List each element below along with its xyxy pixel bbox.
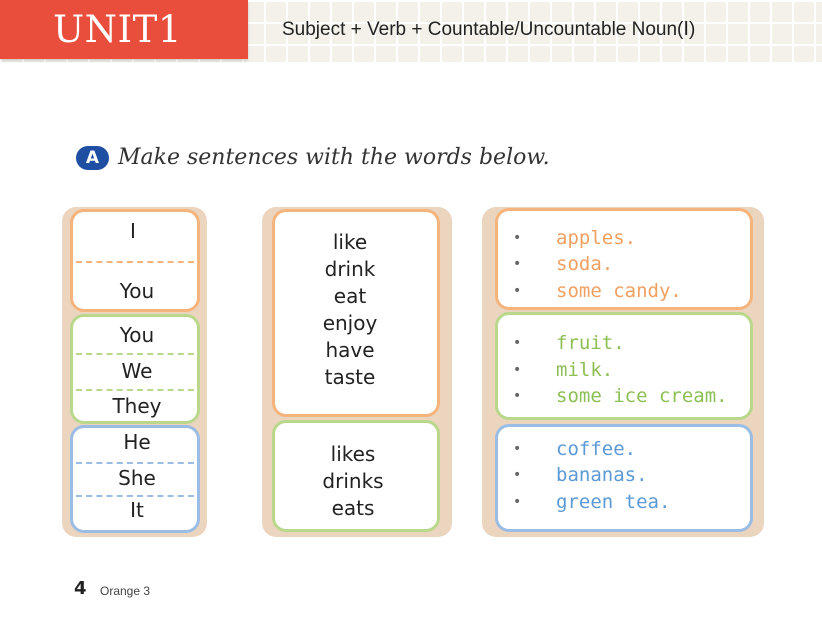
- noun-word: milk.: [556, 359, 614, 381]
- subject-word: I: [130, 219, 136, 243]
- page-title: Subject + Verb + Countable/Uncountable Noun(Ⅰ): [282, 19, 696, 40]
- unit-tab: [0, 0, 248, 59]
- divider: [76, 462, 194, 464]
- exercise-instruction: Make sentences with the words below.: [118, 145, 550, 170]
- subject-word: He: [123, 430, 151, 454]
- exercise-badge: A: [76, 146, 109, 170]
- noun-word: soda.: [556, 253, 614, 275]
- verb-word: drink: [324, 257, 376, 281]
- subject-word: We: [121, 359, 153, 383]
- noun-word: fruit.: [556, 332, 625, 354]
- divider: [76, 353, 194, 355]
- noun-item: [513, 385, 753, 414]
- subject-word: She: [118, 466, 156, 490]
- verb-word: taste: [324, 365, 376, 389]
- divider: [76, 261, 194, 263]
- bullet-icon: •: [513, 494, 522, 510]
- verb-word: enjoy: [322, 311, 378, 335]
- noun-item: [513, 280, 753, 309]
- noun-item: [513, 253, 753, 282]
- noun-item: [513, 464, 753, 493]
- bullet-icon: •: [513, 441, 522, 457]
- verb-word: drinks: [322, 469, 384, 493]
- noun-word: green tea.: [556, 491, 671, 513]
- verb-list-base: [270, 229, 430, 391]
- verb-list-third-person: [273, 441, 433, 522]
- bullet-icon: •: [513, 230, 522, 246]
- noun-word: some candy.: [556, 280, 682, 302]
- bullet-icon: •: [513, 362, 522, 378]
- bullet-icon: •: [513, 388, 522, 404]
- noun-item: [513, 332, 753, 361]
- page-number: 4: [74, 578, 87, 599]
- noun-word: coffee.: [556, 438, 637, 460]
- bullet-icon: •: [513, 467, 522, 483]
- noun-word: bananas.: [556, 464, 648, 486]
- book-label: Orange 3: [100, 584, 151, 598]
- bullet-icon: •: [513, 256, 522, 272]
- verb-word: likes: [330, 442, 376, 466]
- verb-word: have: [325, 338, 375, 362]
- subject-word: It: [130, 498, 144, 522]
- noun-word: apples.: [556, 227, 637, 249]
- bullet-icon: •: [513, 335, 522, 351]
- divider: [76, 495, 194, 497]
- divider: [76, 389, 194, 391]
- subject-word: They: [112, 394, 162, 418]
- subject-word: You: [119, 279, 155, 303]
- noun-item: [513, 491, 753, 520]
- subject-word: You: [119, 323, 155, 347]
- noun-word: some ice cream.: [556, 385, 728, 407]
- noun-item: [513, 227, 753, 256]
- unit-label: UNIT1: [53, 8, 182, 51]
- verb-word: eat: [333, 284, 367, 308]
- verb-word: eats: [331, 496, 375, 520]
- bullet-icon: •: [513, 283, 522, 299]
- verb-word: like: [332, 230, 368, 254]
